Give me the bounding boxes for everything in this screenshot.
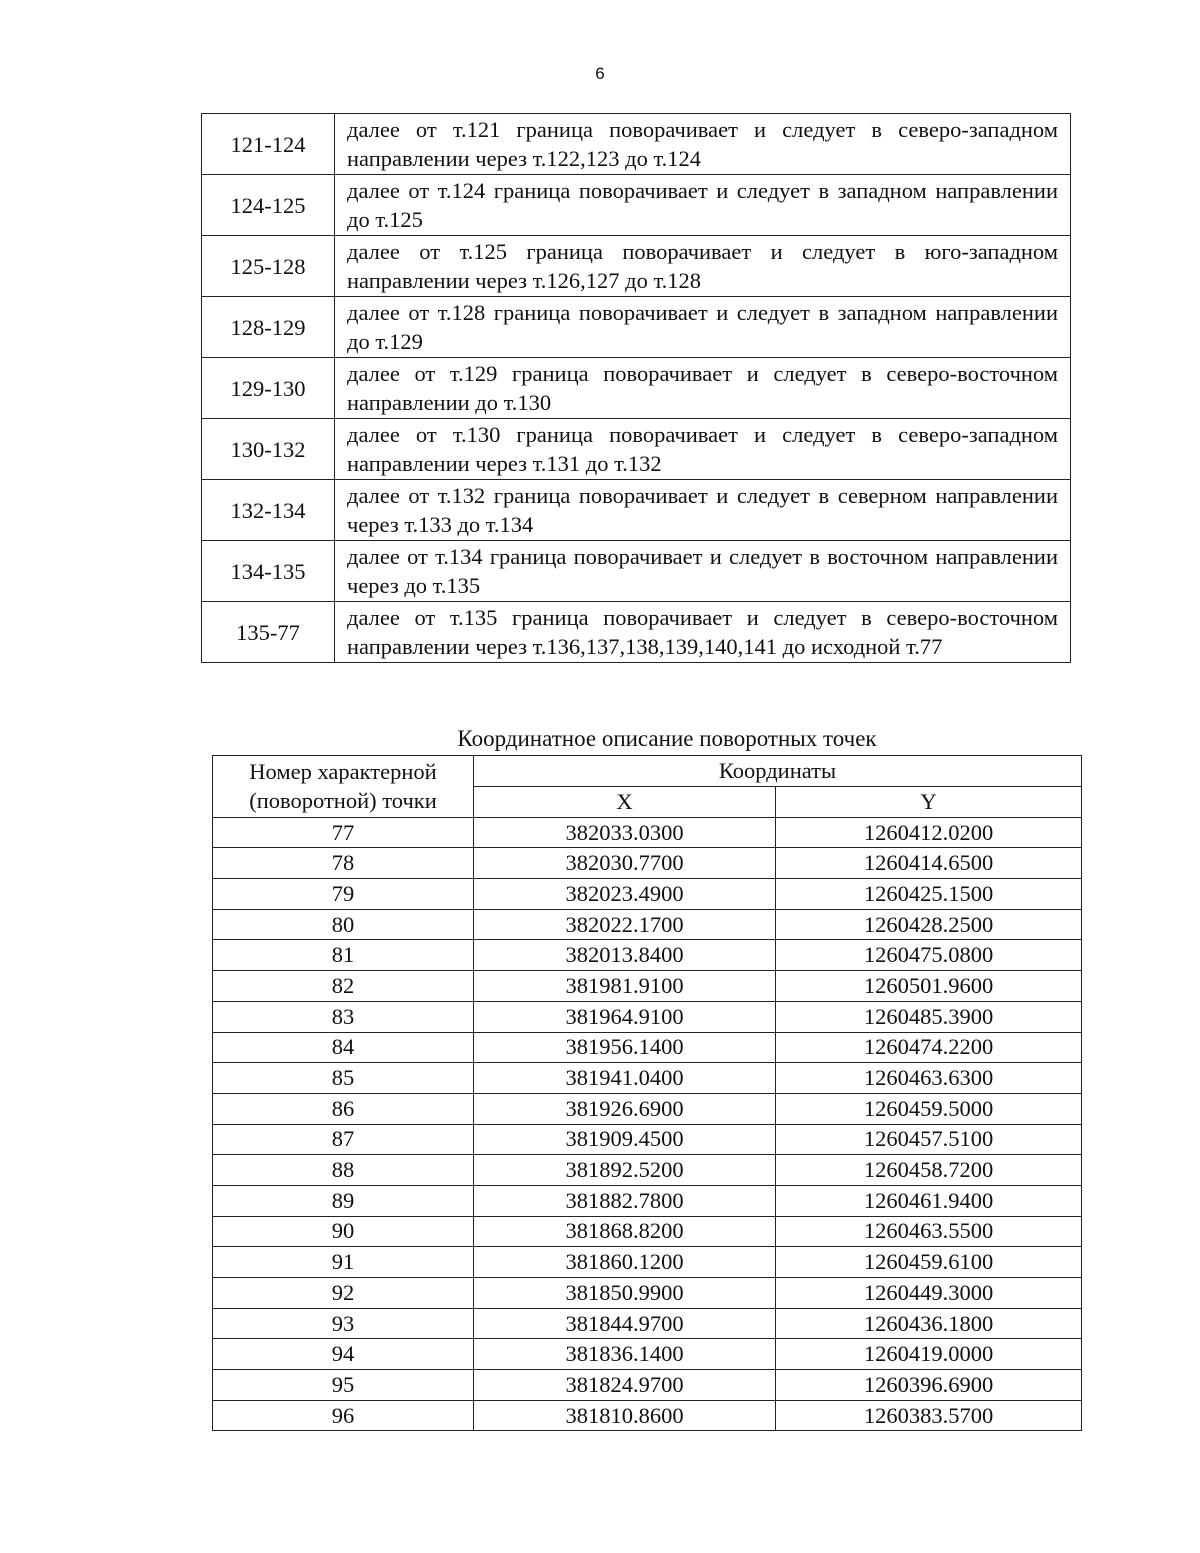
- coordinate-cell-x: 381882.7800: [474, 1185, 776, 1216]
- coordinate-row: [213, 1370, 1082, 1401]
- coordinate-cell-point: 86: [213, 1093, 474, 1124]
- coordinate-cell-point: 82: [213, 971, 474, 1002]
- coordinate-cell-y: 1260412.0200: [776, 817, 1082, 848]
- segment-description: далее от т.128 граница поворачивает и следует в западном направлении до т.129: [335, 297, 1071, 358]
- coordinate-cell-y: 1260463.6300: [776, 1063, 1082, 1094]
- coordinate-cell-y: 1260449.3000: [776, 1278, 1082, 1309]
- boundary-segment-row: [202, 114, 1071, 175]
- page-number: 6: [595, 64, 605, 83]
- segment-id: 134-135: [202, 541, 335, 602]
- coordinate-cell-y: 1260461.9400: [776, 1185, 1082, 1216]
- coordinate-cell-y: 1260419.0000: [776, 1339, 1082, 1370]
- segment-description: далее от т.124 граница поворачивает и следует в западном направлении до т.125: [335, 175, 1071, 236]
- header-point-number: Номер характерной (поворотной) точки: [213, 756, 474, 818]
- coordinate-cell-x: 381892.5200: [474, 1155, 776, 1186]
- coordinate-row: [213, 1308, 1082, 1339]
- coordinate-row: [213, 1400, 1082, 1431]
- coordinate-row: [213, 940, 1082, 971]
- coordinate-cell-y: 1260458.7200: [776, 1155, 1082, 1186]
- coordinate-cell-y: 1260383.5700: [776, 1400, 1082, 1431]
- segment-id: 125-128: [202, 236, 335, 297]
- boundary-description-table: [201, 113, 1071, 663]
- coordinate-cell-x: 382013.8400: [474, 940, 776, 971]
- coordinates-title: Координатное описание поворотных точек: [457, 726, 877, 751]
- coordinate-cell-point: 77: [213, 817, 474, 848]
- segment-id: 121-124: [202, 114, 335, 175]
- coordinate-cell-x: 382030.7700: [474, 848, 776, 879]
- coordinate-cell-x: 381860.1200: [474, 1247, 776, 1278]
- coordinate-cell-y: 1260414.6500: [776, 848, 1082, 879]
- coordinate-cell-y: 1260459.5000: [776, 1093, 1082, 1124]
- coordinate-cell-x: 381844.9700: [474, 1308, 776, 1339]
- coordinate-cell-point: 79: [213, 879, 474, 910]
- coordinate-cell-y: 1260485.3900: [776, 1001, 1082, 1032]
- coordinate-cell-x: 382033.0300: [474, 817, 776, 848]
- coordinate-cell-x: 381941.0400: [474, 1063, 776, 1094]
- coordinate-row: [213, 817, 1082, 848]
- segment-description: далее от т.121 граница поворачивает и следует в северо-западном направлении через т.122,123 до т.124: [335, 114, 1071, 175]
- coordinate-cell-x: 382023.4900: [474, 879, 776, 910]
- coordinate-cell-x: 381956.1400: [474, 1032, 776, 1063]
- coordinate-cell-y: 1260457.5100: [776, 1124, 1082, 1155]
- coordinate-cell-point: 85: [213, 1063, 474, 1094]
- header-x: X: [474, 787, 776, 818]
- coordinate-cell-y: 1260474.2200: [776, 1032, 1082, 1063]
- boundary-segment-row: [202, 480, 1071, 541]
- boundary-segment-row: [202, 419, 1071, 480]
- coordinate-row: [213, 1032, 1082, 1063]
- coordinate-row: [213, 1216, 1082, 1247]
- boundary-segment-row: [202, 602, 1071, 663]
- segment-description: далее от т.134 граница поворачивает и следует в восточном направлении через до т.135: [335, 541, 1071, 602]
- boundary-description-body: [202, 114, 1071, 663]
- coordinate-row: [213, 1339, 1082, 1370]
- segment-description: далее от т.125 граница поворачивает и следует в юго-западном направлении через т.126,127 до т.128: [335, 236, 1071, 297]
- coordinate-row: [213, 1185, 1082, 1216]
- coordinate-cell-y: 1260396.6900: [776, 1370, 1082, 1401]
- coordinate-cell-y: 1260425.1500: [776, 879, 1082, 910]
- coordinate-cell-point: 78: [213, 848, 474, 879]
- coordinate-row: [213, 1247, 1082, 1278]
- coordinate-cell-point: 94: [213, 1339, 474, 1370]
- segment-id: 129-130: [202, 358, 335, 419]
- boundary-segment-row: [202, 358, 1071, 419]
- coordinate-cell-x: 381909.4500: [474, 1124, 776, 1155]
- coordinate-cell-point: 84: [213, 1032, 474, 1063]
- coordinate-cell-y: 1260475.0800: [776, 940, 1082, 971]
- coordinate-row: [213, 909, 1082, 940]
- segment-description: далее от т.130 граница поворачивает и следует в северо-западном направлении через т.131 до т.132: [335, 419, 1071, 480]
- coordinate-cell-point: 89: [213, 1185, 474, 1216]
- header-coordinates: Координаты: [474, 756, 1082, 787]
- coordinate-cell-point: 87: [213, 1124, 474, 1155]
- coordinate-cell-point: 95: [213, 1370, 474, 1401]
- coordinate-cell-x: 381810.8600: [474, 1400, 776, 1431]
- segment-description: далее от т.132 граница поворачивает и следует в северном направлении через т.133 до т.134: [335, 480, 1071, 541]
- coordinate-cell-x: 381981.9100: [474, 971, 776, 1002]
- boundary-segment-row: [202, 541, 1071, 602]
- segment-id: 128-129: [202, 297, 335, 358]
- segment-id: 130-132: [202, 419, 335, 480]
- coordinate-cell-y: 1260463.5500: [776, 1216, 1082, 1247]
- coordinate-row: [213, 1093, 1082, 1124]
- coordinate-row: [213, 1155, 1082, 1186]
- coordinate-cell-y: 1260436.1800: [776, 1308, 1082, 1339]
- segment-description: далее от т.135 граница поворачивает и следует в северо-восточном направлении через т.136,137,138,139,140,141 до исходной т.77: [335, 602, 1071, 663]
- coordinate-cell-x: 381824.9700: [474, 1370, 776, 1401]
- coordinate-row: [213, 971, 1082, 1002]
- coordinate-cell-point: 92: [213, 1278, 474, 1309]
- coordinate-cell-x: 381926.6900: [474, 1093, 776, 1124]
- coordinate-row: [213, 1063, 1082, 1094]
- coordinate-cell-point: 80: [213, 909, 474, 940]
- coordinates-table: [212, 755, 1082, 1431]
- coordinate-row: [213, 1001, 1082, 1032]
- boundary-segment-row: [202, 175, 1071, 236]
- coordinate-cell-x: 382022.1700: [474, 909, 776, 940]
- coordinate-cell-point: 88: [213, 1155, 474, 1186]
- coordinate-cell-y: 1260501.9600: [776, 971, 1082, 1002]
- segment-description: далее от т.129 граница поворачивает и следует в северо-восточном направлении до т.130: [335, 358, 1071, 419]
- coordinate-cell-point: 96: [213, 1400, 474, 1431]
- segment-id: 132-134: [202, 480, 335, 541]
- boundary-segment-row: [202, 297, 1071, 358]
- coordinate-row: [213, 1124, 1082, 1155]
- boundary-segment-row: [202, 236, 1071, 297]
- coordinate-row: [213, 879, 1082, 910]
- coordinate-cell-point: 83: [213, 1001, 474, 1032]
- coordinate-cell-point: 91: [213, 1247, 474, 1278]
- coordinate-cell-x: 381850.9900: [474, 1278, 776, 1309]
- coordinates-table-header: [213, 756, 1082, 818]
- segment-id: 135-77: [202, 602, 335, 663]
- coordinate-cell-point: 81: [213, 940, 474, 971]
- coordinates-table-body: [213, 817, 1082, 1431]
- coordinate-cell-x: 381836.1400: [474, 1339, 776, 1370]
- coordinate-cell-y: 1260459.6100: [776, 1247, 1082, 1278]
- coordinate-cell-x: 381868.8200: [474, 1216, 776, 1247]
- coordinate-cell-x: 381964.9100: [474, 1001, 776, 1032]
- coordinate-cell-y: 1260428.2500: [776, 909, 1082, 940]
- coordinate-cell-point: 90: [213, 1216, 474, 1247]
- coordinate-cell-point: 93: [213, 1308, 474, 1339]
- header-y: Y: [776, 787, 1082, 818]
- coordinate-row: [213, 848, 1082, 879]
- segment-id: 124-125: [202, 175, 335, 236]
- coordinate-row: [213, 1278, 1082, 1309]
